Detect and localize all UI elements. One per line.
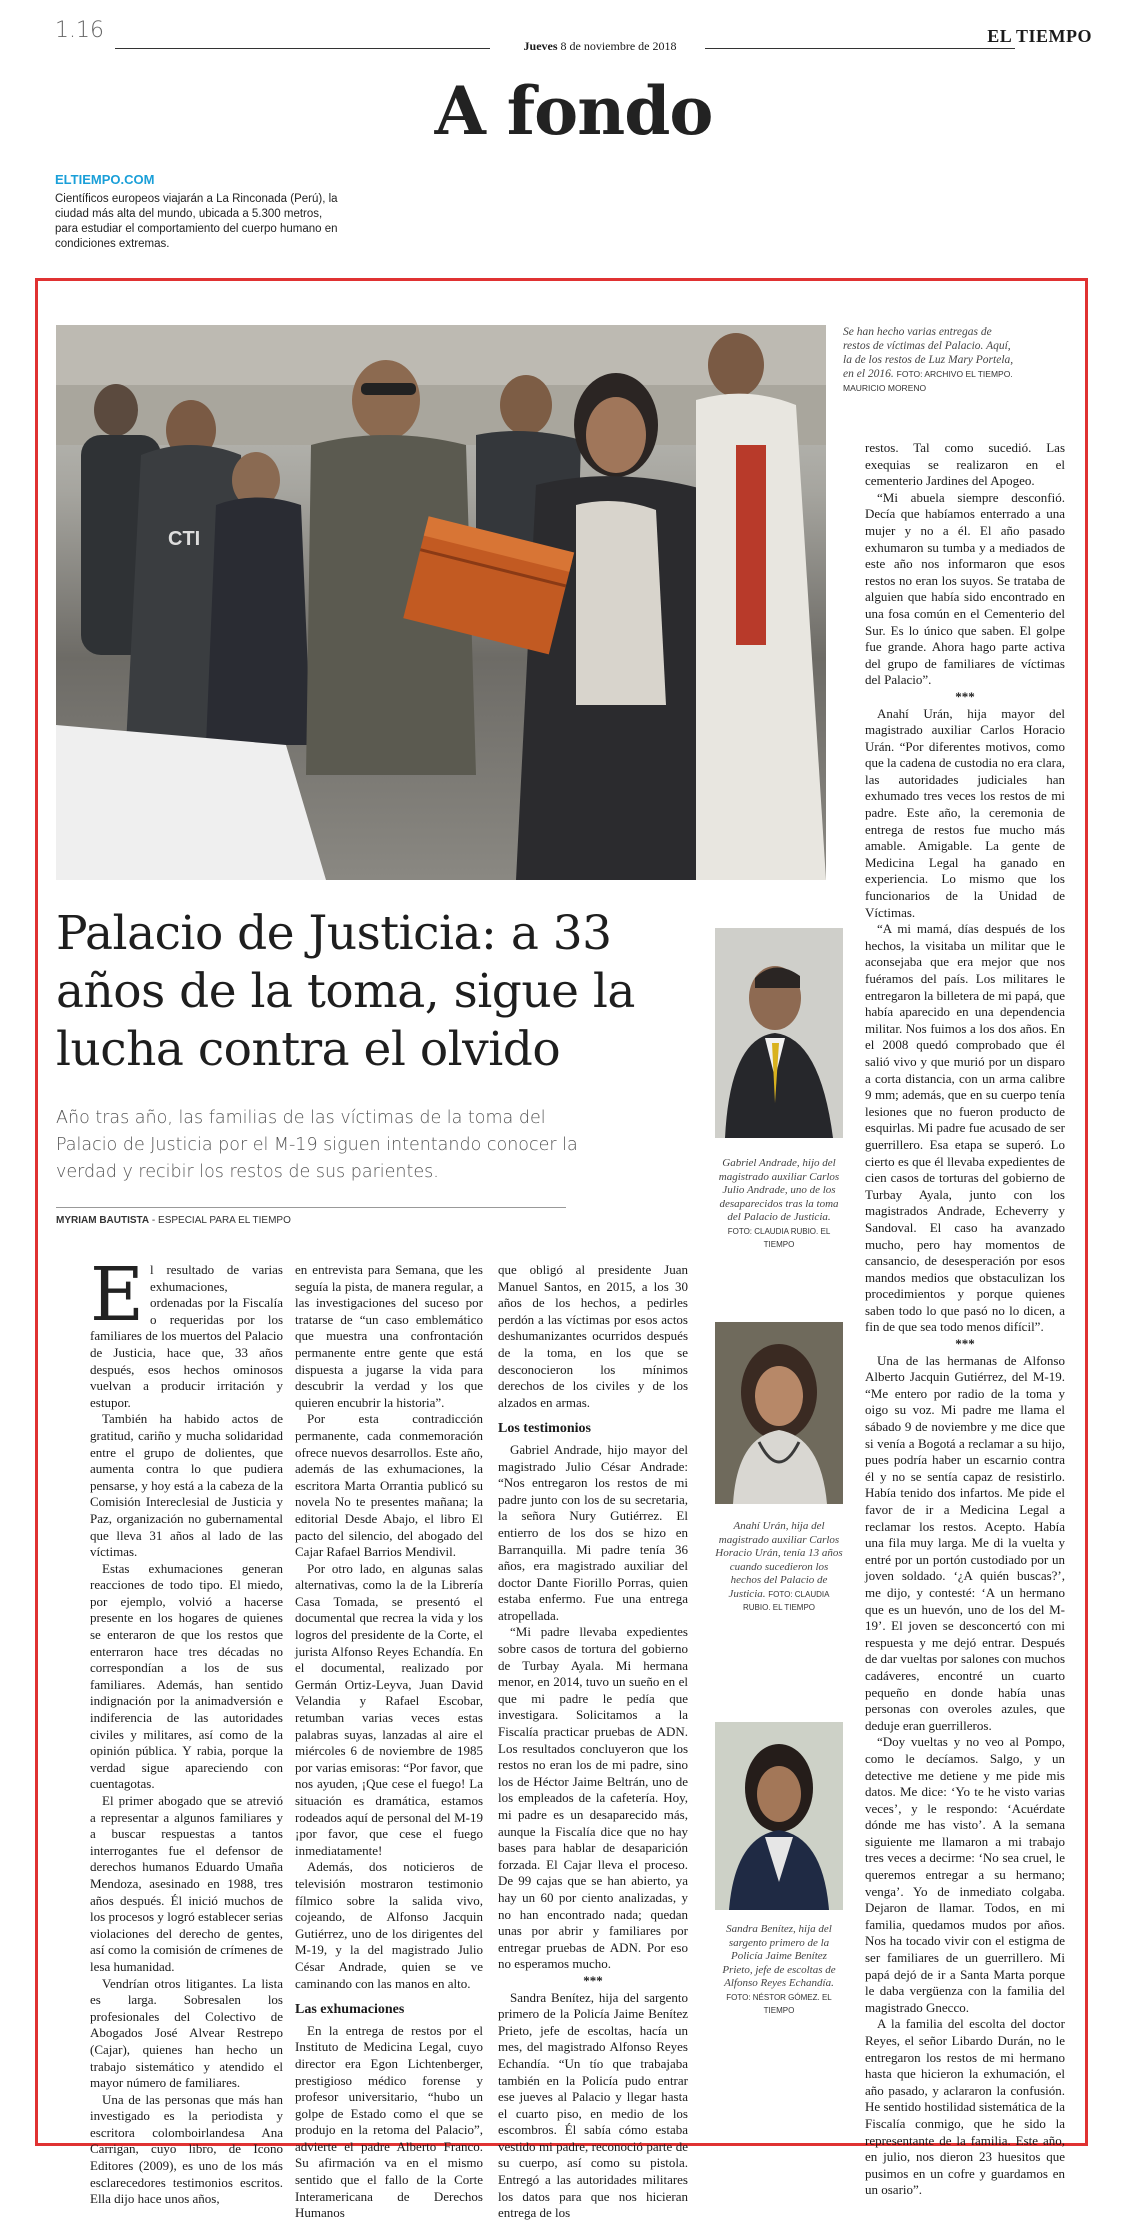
paragraph: “A mi mamá, días después de los hechos, la visitaba un militar que le aconsejaba que era mejor que nos fuéramos del país. Los militares le entregaron la billetera de mi papá, que había aparecido en una dependencia militar. Nos fuimos a los dos años. En el 2008 quedó comprobado que él salió vivo y que murió por un disparo a corta distancia, con un arma calibre 9 mm; además, que en su cuerpo tenía lesiones que no fueron producto de esquirlas. Mi padre fue acusado de ser guerrillero. Esa etapa se superó. Lo cierto es que él llevaba expedientes de cien casos de torturas del gobierno de Turbay Ayala, junto con los magistrados Andrade, Echeverry y Sandoval. El caso ha avanzado mucho, pero hay momentos de cansancio, de desesperación por esos mandos medios que obstaculizan los procedimientos y porque quienes saben todo lo que pasó no lo dicen, a fin de que sea todo menos difícil”. [865,921,1065,1335]
subhead-testimonios: Los testimonios [498,1421,591,1437]
byline-role: - ESPECIAL PARA EL TIEMPO [151,1215,291,1226]
paragraph: Anahí Urán, hija mayor del magistrado auxiliar Carlos Horacio Urán. “Por diferentes motivos, como que la cadena de custodia no era clara, las autoridades judiciales han exhumado tres veces los restos de mi padre. Este año, la ceremonia de entrega de restos fue mucho más amable. Amigable. La gente de Medicina Legal ha ganado en experiencia. Lo mismo que los funcionarios de la Unidad de Víctimas. [865,705,1065,920]
main-photo-illustration [56,325,826,880]
paragraph: “Mi abuela siempre desconfió. Decía que habíamos enterrado a una mujer y no a él. El año pasado exhumaron su tumba y a mediados de este año nos informaron que esos restos no eran los suyos. Se trataba de alguien que había sido encontrado en una fosa común en el Cementerio del Sur. Es lo único que saben. El golpe fue grande. Ahora hago parte activa del grupo de familiares de víctimas del Palacio”. [865,489,1065,688]
header-rule-right [705,48,1015,49]
article-column-1 [90,1252,283,2208]
paragraph: El primer abogado que se atrevió a representar a algunos familiares y a buscar respuestas a tantos interrogantes fue el defensor de derechos humanos Eduardo Umaña Mendoza, asesinado en 1988, tres años después. Él inició muchos de los procesos y logró establecer serias violaciones del derecho de gentes, así como la comisión de crímenes de lesa humanidad. [90,1793,283,1974]
page-number: 1.16 [55,18,104,43]
article-deck: Año tras año, las familias de las víctimas de la toma del Palacio de Justicia por el M-19 siguen intentando conocer la verdad y recibir los restos de sus parientes. [56,1108,578,1182]
paragraph: “Doy vueltas y no veo al Pompo, como le decíamos. Salgo, y un detective me detiene y me pide mis datos. Me dice: ‘Yo te he visto varias veces’, y le respondo: ‘Acuérdate dónde me has visto’. A la semana siguiente me llamaron a mi trabajo tres veces a decirme: ‘No sea cruel, le queremos entregar a su hermano; venga’. Yo de inmediato colgaba. Dejaron de llamar. Todos, en mi familia, quedamos mudos por años. Nos ha tocado vivir con el estigma de ser familiares de un guerrillero. Mi papá dejó de ir a Santa Marta porque le daba vergüenza con la familia del magistrado Gnecco. [865,1734,1065,2015]
paragraph: A la familia del escolta del doctor Reyes, el señor Libardo Durán, no le entregaron los restos de mi hermano hasta que hicieron la exhumación, el año pasado, y aclararon la confusión. He sentido hostilidad sistemática de la Fiscalía conmigo, que he sido la representante de la familia. Este año, en julio, nos dieron 23 huesitos que pusimos en un cofre y guardamos en un osario”. [865,2016,1065,2198]
portrait-illustration [715,928,843,1138]
side-caption-credit: FOTO: CLAUDIA RUBIO. EL TIEMPO [727,1226,831,1249]
subhead-exhumaciones: Las exhumaciones [295,2002,405,2018]
side-photo-anahi-uran [715,1322,843,1504]
paragraph: “Mi padre llevaba expedientes sobre casos de tortura del gobierno de Turbay Ayala. Mi hermana menor, en 2014, tuvo un sueño en el que mi padre le pedía que investigara. Solicitamos a la Fiscalía practicar pruebas de ADN. Los resultados concluyeron que los restos no eran los de mi padre, sino los de Héctor Jaime Beltrán, uno de los empleados de la cafetería. Hoy, mi padre es un desaparecido más, aunque la Fiscalía dice que no hay bases para hablar de desaparición forzada. El Cajar lleva el proceso. De 99 cajas que se han abierto, ya hay un 60 por ciento analizadas, y no han encontrado nada; quedan unas por abrir y familiares por entregar pruebas de ADN. Por eso no esperamos mucho. [498,1624,688,1972]
drop-cap: E [90,1252,145,1338]
byline-rule [56,1207,566,1208]
section-separator: *** [955,688,975,704]
article-column-2 [295,1262,483,2222]
dateline-date: 8 de noviembre de 2018 [560,39,677,53]
side-caption-credit: FOTO: NÉSTOR GÓMEZ. EL TIEMPO [726,1992,832,2015]
side-photo-caption-2 [715,1520,843,1615]
paragraph: en entrevista para Semana, que les seguía la pista, de manera regular, a las investigaciones del suceso por tratarse de “un caso emblemático que muestra una confrontación permanente entre gente que está dispuesta a jugarse la vida para descubrir la verdad y los que quieren encubrir la historia”. [295,1262,483,1410]
paragraph: Sandra Benítez, hija del sargento primero de la Policía Jaime Benítez Prieto, jefe de escoltas, hacía un mes, del magistrado Alfonso Reyes Echandía. “Un tío que trabajaba también en la Policía pudo entrar ese jueves al Palacio y llegar hasta el cuarto piso, en medio de los escombros. Él sabía cómo estaba vestido mi padre, reconoció parte de su cuerpo, así como su pistola. Entregó a las autoridades militares los datos para que nos hicieran entrega de los [498,1989,688,2221]
paragraph: Por esta contradicción permanente, cada conmemoración ofrece nuevos desarrollos. Este año, además de las exhumaciones, la escritora Marta Orrantia publicó su novela No te presentes mañana; la editorial Desde Abajo, el libro El pacto del silencio, del abogado del Cajar Rafael Barrios Mendivil. [295,1411,483,1560]
main-photo-caption-text: Se han hecho varias entregas de restos de víctimas del Palacio. Aquí, la de los restos de Luz Mary Portela, en el 2016. [843,326,1014,380]
dateline-day: Jueves [523,39,558,53]
side-caption-text: Sandra Benítez, hija del sargento primero de la Policía Jaime Benítez Prieto, jefe de escoltas de Alfonso Reyes Echandía. [722,1923,836,1989]
paragraph: Por otro lado, en algunas salas alternativas, como la de la Librería Casa Tomada, se presentó el documental que recrea la vida y los logros del presidente de la Corte, el jurista Alfonso Reyes Echandía. En el documental, realizado por Germán Ortiz-Leyva, Juan David Velandia y Rafael Escobar, retumban varias veces estas palabras suyas, lanzadas al aire el miércoles 6 de noviembre de 1985 por varias emisoras: “Por favor, que nos ayuden, ¡Que cese el fuego! La situación es dramática, estamos rodeados aquí de personal del M-19 ¡por favor, que cese el fuego inmediatamente! [295,1560,483,1858]
page-header [55,18,1092,58]
side-photo-caption-3 [715,1923,843,2018]
paragraph: También ha habido actos de gratitud, cariño y mucha solidaridad entre el grupo de dolientes, que aumenta contra lo que pudiera pensarse, y hoy está a la cabeza de la Comisión Intereclesial de Justicia y Paz, organización no gubernamental que lleva 31 años al lado de las víctimas. [90,1411,283,1560]
paragraph: restos. Tal como sucedió. Las exequias se realizaron en el cementerio Jardines del Apogeo. [865,440,1065,489]
paragraph: Estas exhumaciones generan reacciones de todo tipo. El miedo, por ejemplo, volvió a hacerse presente en los hogares de quienes se enteraron de que los restos que enterraron hace tres décadas no correspondían a los de sus familiares. Además, han sentido indignación por la animadversión e indiferencia de las autoridades civiles y militares, así como de la opinión pública. Y rabia, porque la verdad sigue apareciendo con cuentagotas. [90,1560,283,1792]
newspaper-logo: EL TIEMPO [987,26,1092,46]
section-separator: *** [955,1336,975,1352]
paragraph: Una de las personas que más han investigado es la periodista y escritora colomboirlandesa Ana Carrigan, cuyo libro, de Icono Editores (2009), es uno de los más esclarecedores testimonios escritos. Ella dijo hace unos años, [90,2091,283,2207]
paragraph: Vendrían otros litigantes. La lista es larga. Sobresalen los profesionales del Colectivo de Abogados José Alvear Restrepo (Cajar), quienes han hecho un trabajo sistemático y atendido el mayor número de familiares. [90,1975,283,2091]
side-caption-text: Gabriel Andrade, hijo del magistrado auxiliar Carlos Julio Andrade, uno de los desaparecidos tras la toma del Palacio de Justicia. [718,1157,840,1223]
header-rule-left [115,48,490,49]
paragraph: que obligó al presidente Juan Manuel Santos, en 2015, a los 30 años de los hechos, a pedirles perdón a las víctimas por esos actos deshumanizantes ocurridos después de la toma, en los que se desconocieron los mínimos derechos de los civiles y de los alzados en armas. [498,1262,688,1410]
teaser-brand-link[interactable]: ELTIEMPO.COM [55,172,155,187]
main-photo-caption [843,325,1018,395]
portrait-illustration [715,1722,843,1910]
article-headline: Palacio de Justicia: a 33 años de la toma, sigue la lucha contra el olvido [56,906,635,1077]
side-photo-caption-1 [715,1157,843,1252]
main-photo [56,325,826,880]
byline-author: MYRIAM BAUTISTA [56,1215,150,1226]
main-photo-credit: FOTO: ARCHIVO EL TIEMPO. MAURICIO MORENO [843,369,1013,393]
paragraph: Además, dos noticieros de televisión mostraron testimonio fílmico sobre la salida vivo, cojeando, de Alfonso Jacquin Gutiérrez, uno de los dirigentes del M-19, y la del magistrado Julio César Andrade, quien se ve caminando con las manos en alto. [295,1859,483,1991]
section-title: A fondo [434,72,713,150]
byline [56,1215,291,1226]
teaser-text: Científicos europeos viajarán a La Rinconada (Perú), la ciudad más alta del mundo, ubicada a 5.300 metros, para estudiar el comportamiento del cuerpo humano en condiciones extremas. [55,193,338,250]
side-photo-gabriel-andrade [715,928,843,1138]
side-caption-text: Anahí Urán, hija del magistrado auxiliar Carlos Horacio Urán, tenía 13 años cuando sucedieron los hechos del Palacio de Justicia. [715,1520,843,1600]
teaser-box[interactable] [55,172,345,252]
paragraph: En la entrega de restos por el Instituto de Medicina Legal, cuyo director era Egon Lichtenberger, prestigioso médico forense y profesor universitario, “hubo un golpe de Estado como el que se produjo en la retoma del Palacio”, advierte el padre Alberto Franco. Su afirmación va en el mismo sentido que el fallo de la Corte Interamericana de Derechos Humanos [295,2022,483,2221]
vest-text: CTI [168,528,201,550]
paragraph: Una de las hermanas de Alfonso Alberto Jacquin Gutiérrez, del M-19. “Me entero por radio de la toma y oigo su voz. Mi padre me llama el sábado 9 de noviembre y me dice que si venía a Bogotá a reclamar a su hijo, pues podría haber un escarnio contra él y no se sentía capaz de resistirlo. Había tenido dos infartos. Me pide el favor de ir a Medicina Legal a reclamar los restos. Acepto. Había una fila muy larga. Me di la vuelta y entré por un portón custodiado por un joven soldado. ‘¿A quién buscas?’, me dijo, y contesté: ‘A un hermano que es un huevón, uno de los del M-19’. El joven se desconcertó con mi respuesta y me dejó entrar. Después de dar vueltas por salones con muchos cadáveres, encontré un cuarto pequeño en donde había unas personas con overoles azules, que deduje eran guerrilleros. [865,1352,1066,1733]
paragraph: l resultado de varias exhumaciones, ordenadas por la Fiscalía o requeridas por los familiares de los muertos del Palacio de Justicia, hace que, 33 años después, esos hechos ominosos vuelvan a producir irritación y estupor. [90,1262,283,1410]
side-caption-credit: FOTO: CLAUDIA RUBIO. EL TIEMPO [742,1589,830,1612]
article-column-3 [498,1262,688,2222]
article-column-4 [865,440,1065,2199]
dateline [485,39,715,54]
portrait-illustration [715,1322,843,1504]
section-separator: *** [583,1972,603,1988]
paragraph: Gabriel Andrade, hijo mayor del magistrado Julio César Andrade: “Nos entregaron los restos de mi padre junto con los de su secretaria, la señora Nury Gutiérrez. El entierro de los dos se hizo en Barranquilla. Mi padre tenía 36 años, era magistrado auxiliar del doctor Dante Fiorillo Porras, quien estaba enfermo. Fue una entrega atropellada. [498,1441,688,1623]
side-photo-sandra-benitez [715,1722,843,1910]
